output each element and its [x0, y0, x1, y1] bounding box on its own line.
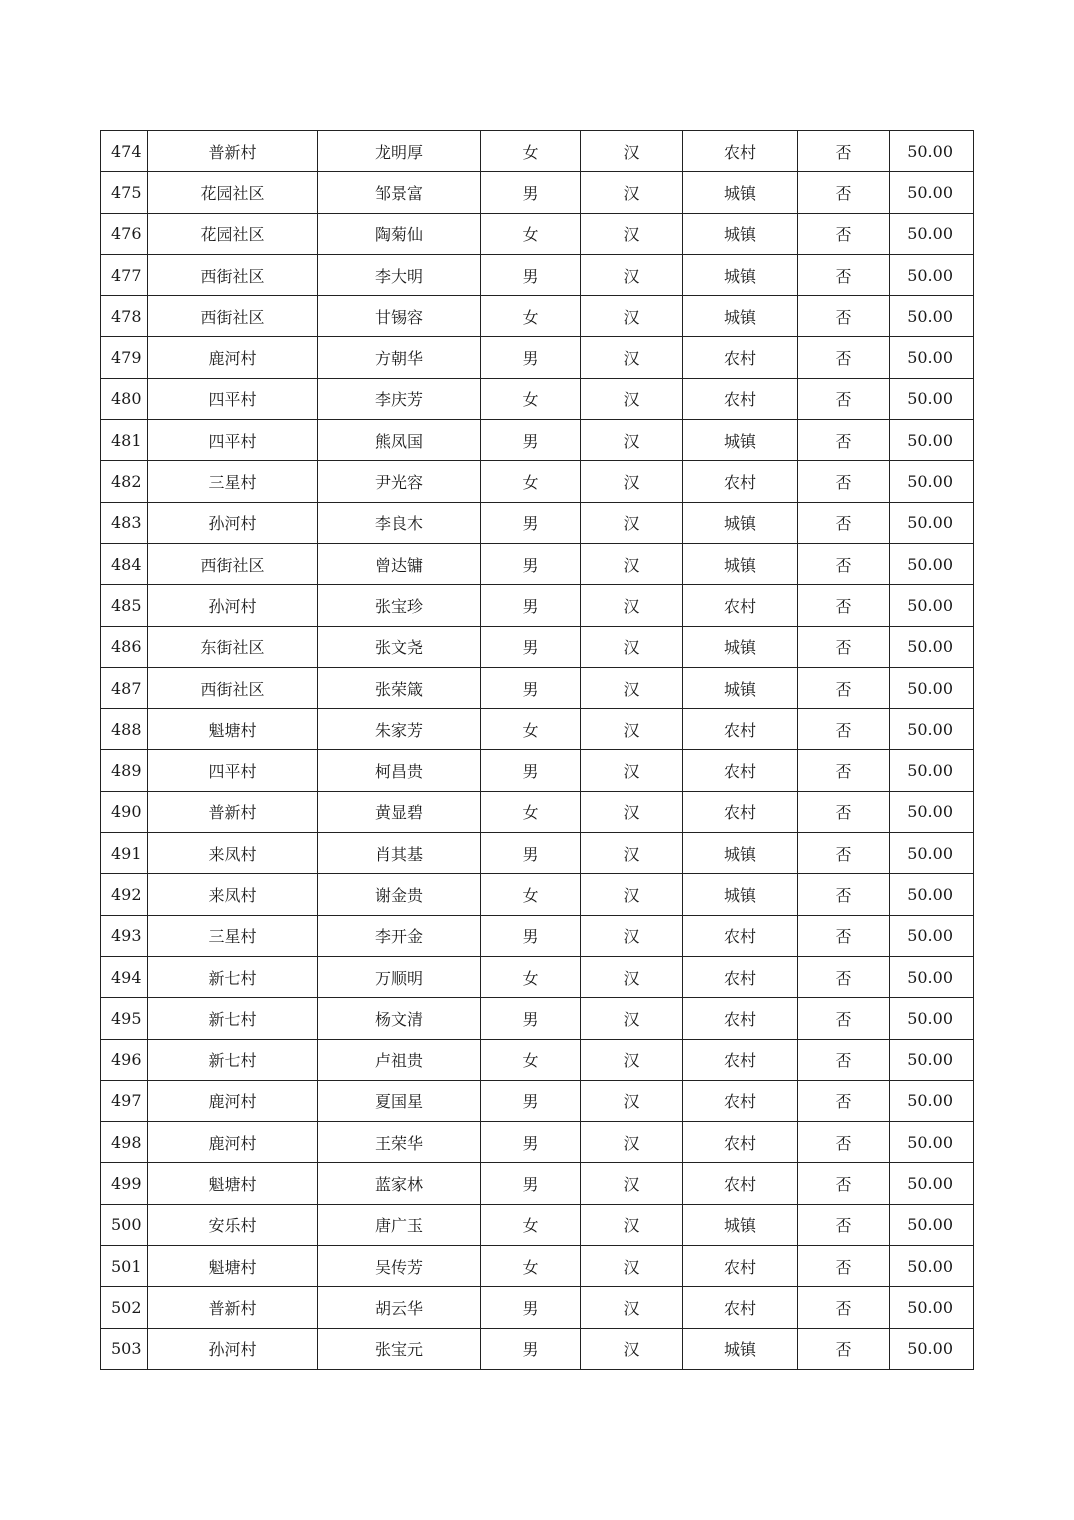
flag-cell: 否 [798, 461, 890, 502]
residence-type-cell: 城镇 [683, 1328, 798, 1369]
person-name-cell: 唐广玉 [318, 1204, 481, 1245]
residence-type-cell: 农村 [683, 1163, 798, 1204]
ethnicity-cell: 汉 [581, 874, 683, 915]
ethnicity-cell: 汉 [581, 1287, 683, 1328]
residence-type-cell: 农村 [683, 998, 798, 1039]
flag-cell: 否 [798, 1163, 890, 1204]
amount-cell: 50.00 [890, 1328, 974, 1369]
person-name-cell: 龙明厚 [318, 131, 481, 172]
row-number-cell: 483 [101, 502, 148, 543]
table-row [101, 1328, 974, 1369]
table-row [101, 543, 974, 584]
residence-type-cell: 农村 [683, 709, 798, 750]
flag-cell: 否 [798, 131, 890, 172]
table-row [101, 1246, 974, 1287]
ethnicity-cell: 汉 [581, 915, 683, 956]
flag-cell: 否 [798, 998, 890, 1039]
table-body [101, 131, 974, 1370]
gender-cell: 女 [481, 874, 581, 915]
gender-cell: 男 [481, 337, 581, 378]
ethnicity-cell: 汉 [581, 1039, 683, 1080]
village-cell: 西街社区 [148, 296, 318, 337]
gender-cell: 女 [481, 709, 581, 750]
amount-cell: 50.00 [890, 667, 974, 708]
flag-cell: 否 [798, 709, 890, 750]
person-name-cell: 杨文清 [318, 998, 481, 1039]
ethnicity-cell: 汉 [581, 1246, 683, 1287]
row-number-cell: 478 [101, 296, 148, 337]
gender-cell: 男 [481, 585, 581, 626]
ethnicity-cell: 汉 [581, 1204, 683, 1245]
gender-cell: 男 [481, 1287, 581, 1328]
ethnicity-cell: 汉 [581, 502, 683, 543]
amount-cell: 50.00 [890, 956, 974, 997]
amount-cell: 50.00 [890, 709, 974, 750]
table-row [101, 1163, 974, 1204]
table-row [101, 750, 974, 791]
table-row [101, 1080, 974, 1121]
village-cell: 魁塘村 [148, 1163, 318, 1204]
table-row [101, 378, 974, 419]
row-number-cell: 496 [101, 1039, 148, 1080]
table-row [101, 1039, 974, 1080]
flag-cell: 否 [798, 213, 890, 254]
residence-type-cell: 城镇 [683, 543, 798, 584]
village-cell: 鹿河村 [148, 1122, 318, 1163]
flag-cell: 否 [798, 1204, 890, 1245]
row-number-cell: 476 [101, 213, 148, 254]
village-cell: 四平村 [148, 750, 318, 791]
amount-cell: 50.00 [890, 1080, 974, 1121]
gender-cell: 女 [481, 213, 581, 254]
flag-cell: 否 [798, 296, 890, 337]
residence-type-cell: 城镇 [683, 213, 798, 254]
table-row [101, 213, 974, 254]
table-row [101, 791, 974, 832]
amount-cell: 50.00 [890, 1039, 974, 1080]
gender-cell: 男 [481, 172, 581, 213]
village-cell: 新七村 [148, 998, 318, 1039]
row-number-cell: 490 [101, 791, 148, 832]
village-cell: 鹿河村 [148, 337, 318, 378]
amount-cell: 50.00 [890, 626, 974, 667]
person-name-cell: 吴传芳 [318, 1246, 481, 1287]
person-name-cell: 张文尧 [318, 626, 481, 667]
gender-cell: 男 [481, 1328, 581, 1369]
village-cell: 普新村 [148, 1287, 318, 1328]
table-row [101, 1287, 974, 1328]
table-row [101, 626, 974, 667]
flag-cell: 否 [798, 172, 890, 213]
gender-cell: 女 [481, 378, 581, 419]
person-name-cell: 卢祖贵 [318, 1039, 481, 1080]
gender-cell: 男 [481, 1080, 581, 1121]
amount-cell: 50.00 [890, 750, 974, 791]
village-cell: 普新村 [148, 131, 318, 172]
ethnicity-cell: 汉 [581, 254, 683, 295]
ethnicity-cell: 汉 [581, 543, 683, 584]
flag-cell: 否 [798, 1328, 890, 1369]
village-cell: 孙河村 [148, 1328, 318, 1369]
gender-cell: 男 [481, 1163, 581, 1204]
village-cell: 孙河村 [148, 585, 318, 626]
amount-cell: 50.00 [890, 915, 974, 956]
person-name-cell: 尹光容 [318, 461, 481, 502]
row-number-cell: 494 [101, 956, 148, 997]
village-cell: 新七村 [148, 956, 318, 997]
gender-cell: 男 [481, 626, 581, 667]
flag-cell: 否 [798, 1080, 890, 1121]
row-number-cell: 502 [101, 1287, 148, 1328]
row-number-cell: 484 [101, 543, 148, 584]
person-name-cell: 李大明 [318, 254, 481, 295]
person-name-cell: 柯昌贵 [318, 750, 481, 791]
table-row [101, 956, 974, 997]
table-row [101, 1122, 974, 1163]
flag-cell: 否 [798, 543, 890, 584]
residence-type-cell: 农村 [683, 791, 798, 832]
residence-type-cell: 农村 [683, 378, 798, 419]
table-row [101, 296, 974, 337]
amount-cell: 50.00 [890, 502, 974, 543]
gender-cell: 女 [481, 791, 581, 832]
residence-type-cell: 城镇 [683, 1204, 798, 1245]
village-cell: 西街社区 [148, 667, 318, 708]
table-row [101, 585, 974, 626]
village-cell: 四平村 [148, 378, 318, 419]
village-cell: 西街社区 [148, 254, 318, 295]
gender-cell: 女 [481, 1246, 581, 1287]
ethnicity-cell: 汉 [581, 626, 683, 667]
row-number-cell: 499 [101, 1163, 148, 1204]
residence-type-cell: 城镇 [683, 874, 798, 915]
row-number-cell: 497 [101, 1080, 148, 1121]
gender-cell: 女 [481, 1039, 581, 1080]
table-row [101, 833, 974, 874]
ethnicity-cell: 汉 [581, 1122, 683, 1163]
village-cell: 花园社区 [148, 172, 318, 213]
person-name-cell: 李庆芳 [318, 378, 481, 419]
flag-cell: 否 [798, 502, 890, 543]
table-row [101, 998, 974, 1039]
amount-cell: 50.00 [890, 1163, 974, 1204]
gender-cell: 女 [481, 131, 581, 172]
row-number-cell: 489 [101, 750, 148, 791]
row-number-cell: 481 [101, 420, 148, 461]
village-cell: 魁塘村 [148, 709, 318, 750]
amount-cell: 50.00 [890, 337, 974, 378]
person-name-cell: 熊凤国 [318, 420, 481, 461]
person-name-cell: 蓝家林 [318, 1163, 481, 1204]
amount-cell: 50.00 [890, 1204, 974, 1245]
amount-cell: 50.00 [890, 296, 974, 337]
gender-cell: 男 [481, 1122, 581, 1163]
flag-cell: 否 [798, 1287, 890, 1328]
amount-cell: 50.00 [890, 461, 974, 502]
residence-type-cell: 农村 [683, 1246, 798, 1287]
person-name-cell: 邹景富 [318, 172, 481, 213]
row-number-cell: 475 [101, 172, 148, 213]
residence-type-cell: 农村 [683, 1080, 798, 1121]
gender-cell: 女 [481, 956, 581, 997]
data-table [100, 130, 974, 1370]
residence-type-cell: 城镇 [683, 626, 798, 667]
flag-cell: 否 [798, 1039, 890, 1080]
person-name-cell: 王荣华 [318, 1122, 481, 1163]
residence-type-cell: 城镇 [683, 667, 798, 708]
gender-cell: 女 [481, 461, 581, 502]
person-name-cell: 张宝元 [318, 1328, 481, 1369]
row-number-cell: 495 [101, 998, 148, 1039]
residence-type-cell: 农村 [683, 956, 798, 997]
flag-cell: 否 [798, 378, 890, 419]
table-row [101, 709, 974, 750]
residence-type-cell: 农村 [683, 915, 798, 956]
ethnicity-cell: 汉 [581, 172, 683, 213]
gender-cell: 男 [481, 254, 581, 295]
table-row [101, 1204, 974, 1245]
flag-cell: 否 [798, 833, 890, 874]
person-name-cell: 黄显碧 [318, 791, 481, 832]
gender-cell: 男 [481, 833, 581, 874]
gender-cell: 男 [481, 543, 581, 584]
amount-cell: 50.00 [890, 585, 974, 626]
row-number-cell: 477 [101, 254, 148, 295]
amount-cell: 50.00 [890, 420, 974, 461]
residence-type-cell: 农村 [683, 585, 798, 626]
person-name-cell: 甘锡容 [318, 296, 481, 337]
village-cell: 新七村 [148, 1039, 318, 1080]
residence-type-cell: 农村 [683, 1122, 798, 1163]
flag-cell: 否 [798, 915, 890, 956]
gender-cell: 女 [481, 1204, 581, 1245]
flag-cell: 否 [798, 667, 890, 708]
ethnicity-cell: 汉 [581, 131, 683, 172]
village-cell: 安乐村 [148, 1204, 318, 1245]
row-number-cell: 501 [101, 1246, 148, 1287]
flag-cell: 否 [798, 254, 890, 295]
ethnicity-cell: 汉 [581, 378, 683, 419]
flag-cell: 否 [798, 626, 890, 667]
residence-type-cell: 农村 [683, 1287, 798, 1328]
flag-cell: 否 [798, 956, 890, 997]
row-number-cell: 485 [101, 585, 148, 626]
table-row [101, 420, 974, 461]
table-row [101, 461, 974, 502]
village-cell: 普新村 [148, 791, 318, 832]
amount-cell: 50.00 [890, 791, 974, 832]
gender-cell: 女 [481, 296, 581, 337]
flag-cell: 否 [798, 874, 890, 915]
ethnicity-cell: 汉 [581, 998, 683, 1039]
person-name-cell: 张宝珍 [318, 585, 481, 626]
person-name-cell: 李良木 [318, 502, 481, 543]
person-name-cell: 曾达镛 [318, 543, 481, 584]
ethnicity-cell: 汉 [581, 213, 683, 254]
table-row [101, 254, 974, 295]
row-number-cell: 500 [101, 1204, 148, 1245]
village-cell: 孙河村 [148, 502, 318, 543]
row-number-cell: 488 [101, 709, 148, 750]
amount-cell: 50.00 [890, 254, 974, 295]
ethnicity-cell: 汉 [581, 585, 683, 626]
residence-type-cell: 城镇 [683, 254, 798, 295]
amount-cell: 50.00 [890, 1287, 974, 1328]
flag-cell: 否 [798, 585, 890, 626]
person-name-cell: 谢金贵 [318, 874, 481, 915]
person-name-cell: 张荣箴 [318, 667, 481, 708]
amount-cell: 50.00 [890, 378, 974, 419]
ethnicity-cell: 汉 [581, 833, 683, 874]
residence-type-cell: 农村 [683, 131, 798, 172]
row-number-cell: 474 [101, 131, 148, 172]
flag-cell: 否 [798, 1246, 890, 1287]
ethnicity-cell: 汉 [581, 296, 683, 337]
row-number-cell: 503 [101, 1328, 148, 1369]
amount-cell: 50.00 [890, 833, 974, 874]
village-cell: 三星村 [148, 461, 318, 502]
residence-type-cell: 城镇 [683, 420, 798, 461]
person-name-cell: 陶菊仙 [318, 213, 481, 254]
village-cell: 鹿河村 [148, 1080, 318, 1121]
ethnicity-cell: 汉 [581, 791, 683, 832]
table-row [101, 172, 974, 213]
ethnicity-cell: 汉 [581, 667, 683, 708]
village-cell: 花园社区 [148, 213, 318, 254]
residence-type-cell: 农村 [683, 337, 798, 378]
amount-cell: 50.00 [890, 998, 974, 1039]
person-name-cell: 胡云华 [318, 1287, 481, 1328]
ethnicity-cell: 汉 [581, 1328, 683, 1369]
table-row [101, 502, 974, 543]
amount-cell: 50.00 [890, 172, 974, 213]
residence-type-cell: 农村 [683, 1039, 798, 1080]
table-row [101, 874, 974, 915]
row-number-cell: 498 [101, 1122, 148, 1163]
residence-type-cell: 农村 [683, 461, 798, 502]
person-name-cell: 朱家芳 [318, 709, 481, 750]
flag-cell: 否 [798, 750, 890, 791]
gender-cell: 男 [481, 915, 581, 956]
ethnicity-cell: 汉 [581, 1163, 683, 1204]
flag-cell: 否 [798, 1122, 890, 1163]
row-number-cell: 491 [101, 833, 148, 874]
flag-cell: 否 [798, 337, 890, 378]
flag-cell: 否 [798, 420, 890, 461]
person-name-cell: 方朝华 [318, 337, 481, 378]
residence-type-cell: 城镇 [683, 833, 798, 874]
row-number-cell: 492 [101, 874, 148, 915]
gender-cell: 男 [481, 667, 581, 708]
gender-cell: 男 [481, 420, 581, 461]
row-number-cell: 487 [101, 667, 148, 708]
ethnicity-cell: 汉 [581, 956, 683, 997]
person-name-cell: 夏国星 [318, 1080, 481, 1121]
table-row [101, 667, 974, 708]
person-name-cell: 肖其基 [318, 833, 481, 874]
row-number-cell: 482 [101, 461, 148, 502]
person-name-cell: 李开金 [318, 915, 481, 956]
residence-type-cell: 城镇 [683, 296, 798, 337]
table-row [101, 337, 974, 378]
table-row [101, 915, 974, 956]
ethnicity-cell: 汉 [581, 709, 683, 750]
ethnicity-cell: 汉 [581, 337, 683, 378]
gender-cell: 男 [481, 502, 581, 543]
residence-type-cell: 城镇 [683, 172, 798, 213]
village-cell: 来凤村 [148, 833, 318, 874]
residence-type-cell: 农村 [683, 750, 798, 791]
ethnicity-cell: 汉 [581, 1080, 683, 1121]
ethnicity-cell: 汉 [581, 420, 683, 461]
amount-cell: 50.00 [890, 1122, 974, 1163]
row-number-cell: 480 [101, 378, 148, 419]
gender-cell: 男 [481, 998, 581, 1039]
amount-cell: 50.00 [890, 1246, 974, 1287]
row-number-cell: 493 [101, 915, 148, 956]
row-number-cell: 479 [101, 337, 148, 378]
village-cell: 四平村 [148, 420, 318, 461]
row-number-cell: 486 [101, 626, 148, 667]
table-row [101, 131, 974, 172]
village-cell: 东街社区 [148, 626, 318, 667]
village-cell: 来凤村 [148, 874, 318, 915]
flag-cell: 否 [798, 791, 890, 832]
gender-cell: 男 [481, 750, 581, 791]
village-cell: 三星村 [148, 915, 318, 956]
ethnicity-cell: 汉 [581, 750, 683, 791]
residence-type-cell: 城镇 [683, 502, 798, 543]
village-cell: 魁塘村 [148, 1246, 318, 1287]
person-name-cell: 万顺明 [318, 956, 481, 997]
amount-cell: 50.00 [890, 543, 974, 584]
village-cell: 西街社区 [148, 543, 318, 584]
amount-cell: 50.00 [890, 131, 974, 172]
amount-cell: 50.00 [890, 213, 974, 254]
amount-cell: 50.00 [890, 874, 974, 915]
ethnicity-cell: 汉 [581, 461, 683, 502]
